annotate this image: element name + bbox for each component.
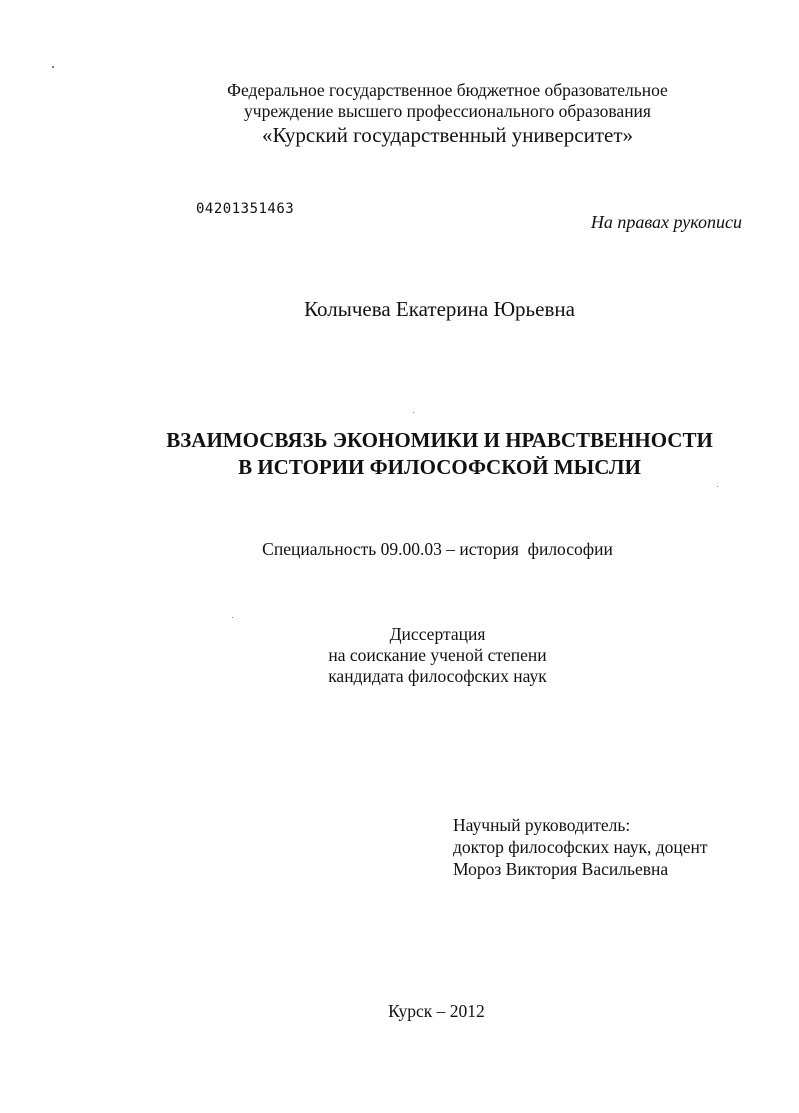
city-year: Курск – 2012 (388, 1001, 485, 1021)
author-name: Колычева Екатерина Юрьевна (304, 297, 575, 321)
supervisor-credentials: доктор философских наук, доцент (453, 837, 708, 857)
title-line-2: В ИСТОРИИ ФИЛОСОФСКОЙ МЫСЛИ (238, 455, 641, 479)
institution-line-1: Федеральное государственное бюджетное образовательное (227, 80, 668, 100)
degree-line-1: Диссертация (389, 624, 486, 644)
degree-line-2: на соискание ученой степени (328, 645, 547, 665)
archive-code: 04201351463 (196, 201, 295, 217)
institution-name: «Курский государственный университет» (261, 123, 634, 147)
degree-line-3: кандидата философских наук (328, 666, 547, 686)
rights-note: На правах рукописи (590, 212, 742, 232)
supervisor-block (453, 814, 708, 880)
institution-line-2: учреждение высшего профессионального образования (244, 101, 651, 121)
scan-speck (52, 66, 54, 68)
scan-speck (717, 486, 718, 487)
scan-speck (413, 412, 414, 413)
supervisor-name: Мороз Виктория Васильевна (453, 859, 669, 879)
dissertation-title (40, 427, 799, 481)
institution-header (48, 80, 799, 148)
title-line-1: ВЗАИМОСВЯЗЬ ЭКОНОМИКИ И НРАВСТВЕННОСТИ (166, 428, 713, 452)
degree-statement (38, 624, 799, 687)
scan-speck (232, 617, 233, 618)
supervisor-label: Научный руководитель: (453, 815, 631, 835)
specialty: Специальность 09.00.03 – история философии (262, 539, 613, 559)
